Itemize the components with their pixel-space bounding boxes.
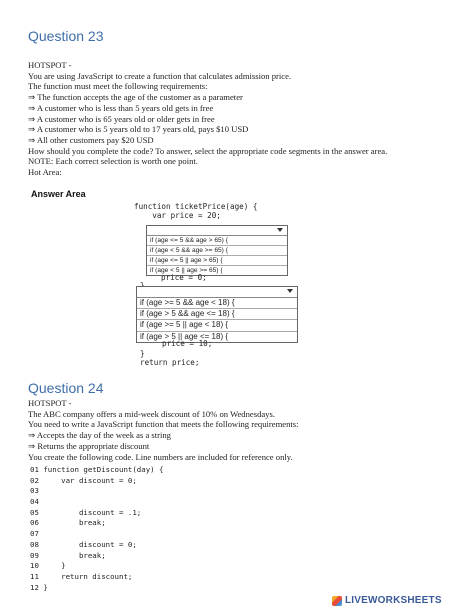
q24-line: You need to write a JavaScript function that meets the following requirements: xyxy=(28,419,299,430)
q23-line: ⇒ A customer who is 65 years old or older gets in free xyxy=(28,113,215,124)
code-line: 03 xyxy=(30,486,39,496)
question-23-text xyxy=(28,60,458,178)
q23-line: The function must meet the following requirements: xyxy=(28,81,208,92)
code-line: 01 function getDiscount(day) { xyxy=(30,465,164,474)
footer-brand: LIVEWORKSHEETS xyxy=(345,595,442,606)
code-return-price: return price; xyxy=(140,358,200,367)
chevron-down-icon[interactable] xyxy=(277,228,283,232)
code-line: 06 break; xyxy=(30,518,106,528)
q24-line: You create the following code. Line numbers are included for reference only. xyxy=(28,451,293,462)
condition-dropdown-2[interactable] xyxy=(136,286,298,343)
question-24-code xyxy=(30,465,164,593)
code-function-header: function ticketPrice(age) { xyxy=(134,202,258,211)
q23-line: How should you complete the code? To answer, select the appropriate code segments in the answer area. xyxy=(28,145,388,156)
code-line: 12 } xyxy=(30,582,48,592)
q23-line: ⇒ All other customers pay $20 USD xyxy=(28,134,154,145)
code-price-zero: price = 0; xyxy=(161,273,207,282)
question-23-title: Question 23 xyxy=(28,28,104,44)
dropdown-1-option[interactable]: if (age <= 5 || age > 65) { xyxy=(147,256,287,266)
q24-line: The ABC company offers a mid-week discount of 10% on Wednesdays. xyxy=(28,408,275,419)
dropdown-1-header[interactable] xyxy=(147,226,287,236)
code-line: 04 xyxy=(30,497,39,507)
q23-line: You are using JavaScript to create a function that calculates admission price. xyxy=(28,70,292,81)
dropdown-2-option[interactable]: if (age > 5 || age <= 18) { xyxy=(140,331,228,341)
q24-line: ⇒ Accepts the day of the week as a string xyxy=(28,430,171,441)
question-24-text xyxy=(28,398,458,462)
code-price-ten: price = 10; xyxy=(162,339,213,348)
q23-line: Hot Area: xyxy=(28,167,62,178)
answer-area-label: Answer Area xyxy=(31,189,86,199)
code-var-price: var price = 20; xyxy=(134,211,221,220)
chevron-down-icon[interactable] xyxy=(287,289,293,293)
q23-line: HOTSPOT - xyxy=(28,60,72,70)
liveworksheets-logo xyxy=(332,594,442,607)
dropdown-2-header[interactable] xyxy=(137,287,297,298)
question-24-title: Question 24 xyxy=(28,380,104,396)
code-line: 02 var discount = 0; xyxy=(30,475,137,485)
q23-line: ⇒ A customer who is less than 5 years old gets in free xyxy=(28,102,214,113)
dropdown-1-option[interactable]: if (age <= 5 && age > 65) { xyxy=(147,236,287,246)
q24-line: HOTSPOT - xyxy=(28,398,72,408)
q24-line: ⇒ Returns the appropriate discount xyxy=(28,440,150,451)
dropdown-2-option[interactable]: if (age > 5 && age <= 18) { xyxy=(137,309,297,320)
dropdown-1-option[interactable]: if (age < 5 || age >= 65) { xyxy=(150,267,223,274)
code-line: 08 discount = 0; xyxy=(30,539,137,549)
dropdown-2-option[interactable]: if (age >= 5 && age < 18) { xyxy=(137,298,297,309)
code-line: 07 xyxy=(30,529,39,539)
dropdown-1-option[interactable]: if (age < 5 && age >= 65) { xyxy=(147,246,287,256)
code-close-brace: } xyxy=(140,349,145,358)
liveworksheets-logo-icon xyxy=(332,596,342,606)
q23-line: ⇒ A customer who is 5 years old to 17 years old, pays $10 USD xyxy=(28,124,249,135)
code-line: 09 break; xyxy=(30,550,106,560)
q23-line: ⇒ The function accepts the age of the customer as a parameter xyxy=(28,92,243,103)
condition-dropdown-1[interactable] xyxy=(146,225,288,276)
q23-line: NOTE: Each correct selection is worth one point. xyxy=(28,156,198,167)
code-line: 10 } xyxy=(30,561,66,571)
dropdown-2-option[interactable]: if (age >= 5 || age < 18) { xyxy=(137,320,297,331)
code-line: 11 return discount; xyxy=(30,571,133,581)
code-line: 05 discount = .1; xyxy=(30,507,142,517)
